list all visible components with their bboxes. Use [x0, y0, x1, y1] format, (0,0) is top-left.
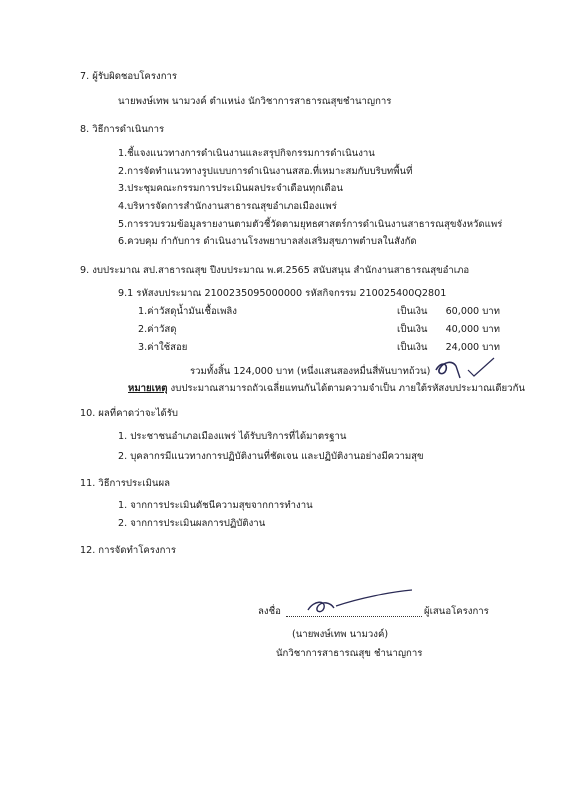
method-item: 3.ประชุมคณะกรรมการประเมินผลประจำเดือนทุกเดือน: [118, 183, 343, 194]
expected-result-item: 2. บุคลากรมีแนวทางการปฏิบัติงานที่ชัดเจน และปฏิบัติงานอย่างมีความสุข: [118, 451, 424, 462]
section-8-heading: 8. วิธีการดำเนินการ: [80, 124, 165, 135]
budget-item-label: เป็นเงิน: [397, 324, 428, 335]
budget-codes: 9.1 รหัสงบประมาณ 2100235095000000 รหัสกิจกรรม 210025400Q2801: [118, 288, 447, 299]
budget-item-name: 1.ค่าวัสดุน้ำมันเชื้อเพลิง: [138, 306, 237, 317]
evaluation-item: 1. จากการประเมินดัชนีความสุขจากการทำงาน: [118, 500, 313, 511]
signer-name: (นายพงษ์เทพ นามวงค์): [292, 629, 389, 640]
section-7-responsible-person: นายพงษ์เทพ นามวงค์ ตำแหน่ง นักวิชาการสาธารณสุขชำนาญการ: [118, 96, 392, 107]
budget-note: [128, 383, 525, 395]
method-item: 5.การรวบรวมข้อมูลรายงานตามตัวชี้วัดตามยุทธศาสตร์การดำเนินงานสาธารณสุขจังหวัดแพร่: [118, 219, 503, 230]
budget-item-label: เป็นเงิน: [397, 342, 428, 353]
budget-item-name: 3.ค่าใช้สอย: [138, 342, 188, 353]
method-item: 2.การจัดทำแนวทางรูปแบบการดำเนินงานสสอ.ที่เหมาะสมกับบริบทพื้นที่: [118, 166, 413, 177]
handwritten-initials-icon: [430, 356, 500, 380]
budget-total: รวมทั้งสิ้น 124,000 บาท (หนึ่งแสนสองหมื่นสี่พันบาทถ้วน): [190, 366, 431, 377]
section-11-heading: 11. วิธีการประเมินผล: [80, 478, 170, 489]
evaluation-item: 2. จากการประเมินผลการปฏิบัติงาน: [118, 518, 266, 529]
section-10-heading: 10. ผลที่คาดว่าจะได้รับ: [80, 408, 179, 419]
method-item: 4.บริหารจัดการสำนักงานสาธารณสุขอำเภอเมืองแพร่: [118, 201, 337, 212]
budget-item-amount: 60,000 บาท: [445, 306, 500, 317]
budget-item-amount: 24,000 บาท: [445, 342, 500, 353]
signature-role: ผู้เสนอโครงการ: [424, 606, 489, 617]
section-7-heading: 7. ผู้รับผิดชอบโครงการ: [80, 71, 178, 82]
expected-result-item: 1. ประชาชนอำเภอเมืองแพร่ ได้รับบริการที่ได้มาตรฐาน: [118, 431, 347, 442]
sign-label: ลงชื่อ: [258, 606, 281, 617]
signer-position: นักวิชาการสาธารณสุข ชำนาญการ: [276, 648, 423, 659]
handwritten-signature-icon: [300, 588, 420, 618]
budget-item-label: เป็นเงิน: [397, 306, 428, 317]
note-label: หมายเหตุ: [128, 383, 168, 394]
section-12-heading: 12. การจัดทำโครงการ: [80, 545, 176, 556]
method-item: 1.ชี้แจงแนวทางการดำเนินงานและสรุปกิจกรรมการดำเนินงาน: [118, 148, 375, 159]
method-item: 6.ควบคุม กำกับการ ดำเนินงานโรงพยาบาลส่งเสริมสุขภาพตำบลในสังกัด: [118, 236, 417, 247]
budget-item-amount: 40,000 บาท: [445, 324, 500, 335]
budget-item-name: 2.ค่าวัสดุ: [138, 324, 177, 335]
note-text: งบประมาณสามารถถัวเฉลี่ยแทนกันได้ตามความจำเป็น ภายใต้รหัสงบประมาณเดียวกัน: [167, 383, 525, 394]
section-9-heading: 9. งบประมาณ สป.สาธารณสุข ปีงบประมาณ พ.ศ.2565 สนับสนุน สำนักงานสาธารณสุขอำเภอ: [80, 265, 470, 276]
